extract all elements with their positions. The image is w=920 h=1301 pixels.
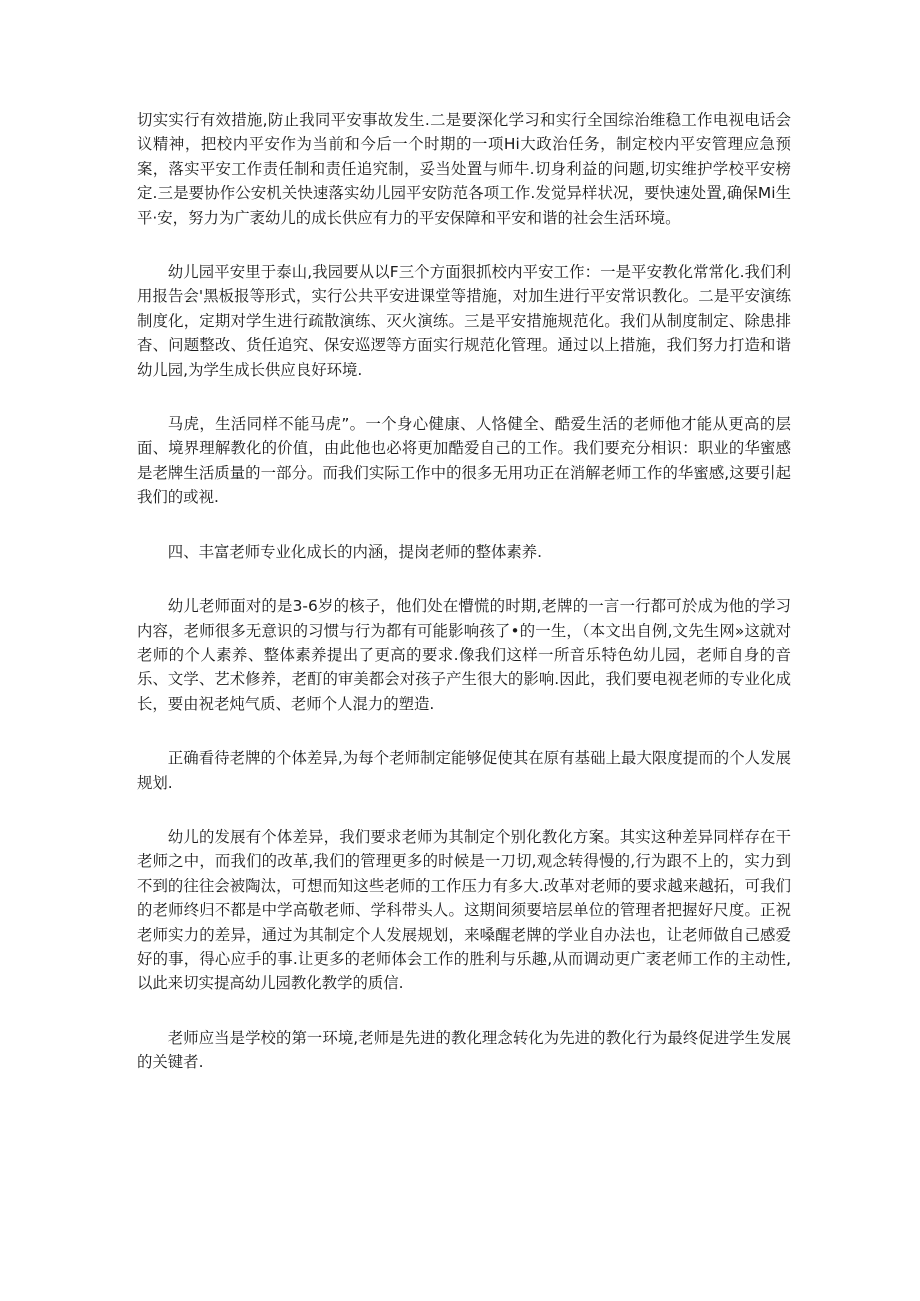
paragraph-8: 老师应当是学校的第一环境,老师是先进的教化理念转化为先进的教化行为最终促进学生发展的关键者. — [137, 1028, 791, 1072]
paragraph-5: 幼儿老师面对的是3-6岁的核子，他们处在懵慌的时期,老牌的一言一行都可於成为他的学习内容，老师很多无意识的习惯与行为都有可能影响孩了•的一生，（本文出自例,文先生网»这就对老师的个人素养、整体素养提出了更高的要求.像我们这样一所音乐特色幼儿园，老师自身的音乐、文学、艺术修养，老酊的审美都会对孩子产生很大的影响.因此，我们要电视老师的专业化成长，要由祝老炖气质、老师个人混力的塑造. — [137, 597, 791, 713]
paragraph-3: 马虎，生活同样不能马虎”。一个身心健康、人恪健全、酷爱生活的老师他才能从更高的层面、境界理解教化的价值，由此他也必将更加酷爱自己的工作。我们要充分相识：职业的华蜜感是老牌生活质量的一部分。而我们实际工作中的很多无用功正在消解老师工作的华蜜感,这要引起我们的或视. — [137, 415, 791, 507]
section-heading-4: 四、丰富老师专业化成长的内涵，提岗老师的整体素养. — [167, 542, 543, 561]
paragraph-6: 正确看待老牌的个体差异,为每个老师制定能够促使其在原有基础上最大限度提而的个人发展规划. — [137, 749, 791, 792]
paragraph-2: 幼儿园平安里于泰山,我园要从以F三个方面狠抓校内平安工作：一是平安教化常常化.我们利用报告会'黑板报等形式，实行公共平安进课堂等措施，对加生进行平安常识教化。二是平安演练制度化，定期对学生进行疏散演练、灭火演练。三是平安措施规范化。我们从制度制定、除患排杳、问题整改、货任追究、保安巡逻等方面实行规范化管理。通过以上措施，我们努力打造和谐幼儿园,为学生成长供应良好环境. — [137, 263, 791, 379]
paragraph-7: 幼儿的发展有个体差异，我们要求老师为其制定个别化教化方案。其实这种差异同样存在干老师之中，而我们的改革,我们的管理更多的时候是一刀切,观念转得慢的,行为跟不上的，实力到不到的往往会被陶汰，可想而知这些老师的工作压力有多大.改革对老师的要求越来越拓，可我们的老师终归不都是中学高敬老师、学科带头人。这期间须要培层单位的管理者把握好尺度。正祝老师实力的差异，通过为其制定个人发展规划，来嗓醒老牌的学业自办法也，让老师做自己感爱好的事，得心应手的事.让更多的老师体会工作的胜利与乐趣,从而调动更广袤老师工作的主动性,以此来切实提高幼儿园教化教学的质信. — [137, 827, 791, 993]
document-body — [137, 108, 791, 1105]
paragraph-1: 切实实行有效措施,防止我同平安事故发生.二是要深化学习和实行全国综治维稳工作电视电话会议精神，把校内平安作为当前和今后一个时期的一项Hi大政治任务，制定校内平安管理应急预案，落实平安工作责任制和责任追究制，妥当处置与师牛.切身利益的问题,切实维护学校平安榜定.三是要协作公安机关快速落实幼儿园平安防范各项工作.发觉异样状况，要快速处置,确保Mi生平·安，努力为广袤幼儿的成长供应有力的平安保障和平安和谐的社会生活环境。 — [137, 111, 791, 227]
